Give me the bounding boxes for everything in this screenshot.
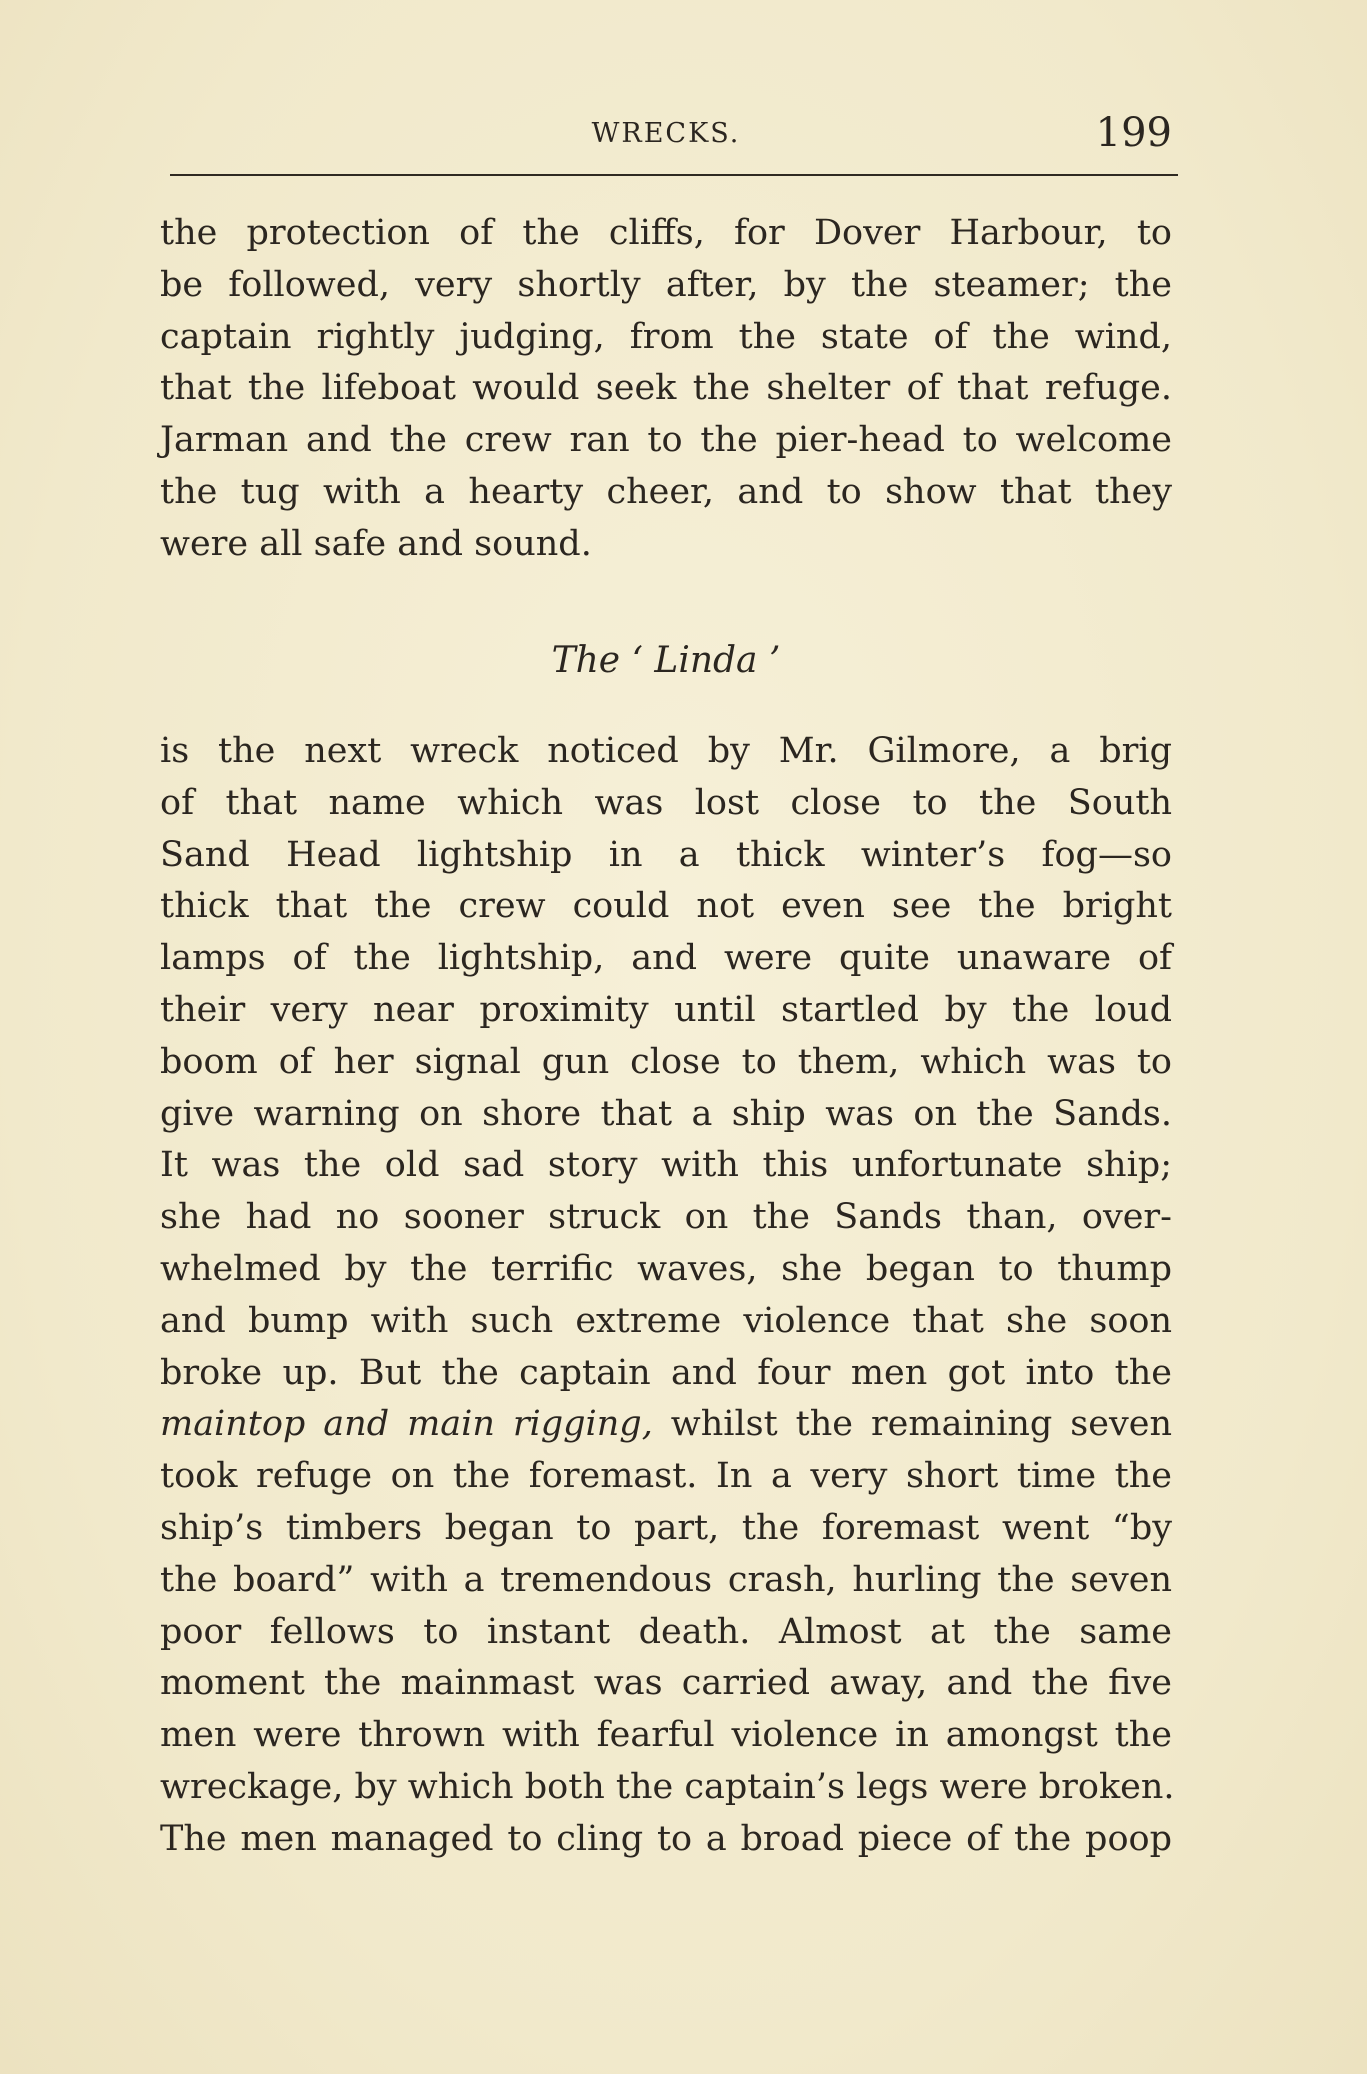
text-line: moment the mainmast was carried away, and the five	[160, 1663, 1172, 1704]
text-line: were all safe and sound.	[160, 523, 592, 564]
text-line: the protection of the cliffs, for Dover Harbour, to	[160, 213, 1172, 253]
text-line: she had no sooner struck on the Sands than, over-	[160, 1197, 1172, 1238]
text-line-with-italic	[160, 1399, 1172, 1451]
text-line: the board” with a tremendous crash, hurling the seven	[160, 1559, 1172, 1600]
italic-phrase: maintop and main rigging,	[160, 1404, 653, 1445]
text-line: thick that the crew could not even see the bright	[160, 886, 1172, 927]
text-line: lamps of the lightship, and were quite unaware of	[160, 938, 1172, 979]
text-line: It was the old sad story with this unfortunate ship;	[160, 1145, 1172, 1186]
text-line: took refuge on the foremast. In a very short time the	[160, 1456, 1172, 1497]
paragraph-1	[160, 208, 1172, 571]
text-line: the tug with a hearty cheer, and to show that they	[160, 471, 1172, 512]
text-line: is the next wreck noticed by Mr. Gilmore, a brig	[160, 731, 1172, 771]
text-line: captain rightly judging, from the state of the wind,	[160, 316, 1172, 357]
section-heading: The ‘ Linda ’	[551, 640, 781, 681]
running-head: WRECKS.	[591, 118, 741, 149]
header-rule	[170, 174, 1178, 176]
text-line: Sand Head lightship in a thick winter’s fog—so	[160, 834, 1172, 875]
text-line: The men managed to cling to a broad piece of the poop	[160, 1818, 1172, 1859]
page-header	[160, 110, 1172, 166]
text-line: ship’s timbers began to part, the foremast went “by	[160, 1507, 1172, 1548]
text-line-remainder: whilst the remaining seven	[670, 1404, 1172, 1445]
page-number: 199	[1095, 110, 1172, 156]
text-line: their very near proximity until startled by the loud	[160, 989, 1172, 1030]
text-line: wreckage, by which both the captain’s legs were broken.	[160, 1766, 1175, 1807]
text-line: that the lifeboat would seek the shelter of that refuge.	[160, 368, 1172, 409]
text-line: and bump with such extreme violence that she soon	[160, 1300, 1172, 1341]
text-line: poor fellows to instant death. Almost at the same	[160, 1611, 1172, 1652]
text-line: broke up. But the captain and four men got into the	[160, 1352, 1172, 1393]
text-line: give warning on shore that a ship was on the Sands.	[160, 1093, 1172, 1134]
text-line: men were thrown with fearful violence in amongst the	[160, 1715, 1172, 1756]
text-line: whelmed by the terrific waves, she began to thump	[160, 1248, 1172, 1289]
text-line: of that name which was lost close to the South	[160, 782, 1172, 823]
text-line: Jarman and the crew ran to the pier-head to welcome	[160, 420, 1172, 461]
text-line: boom of her signal gun close to them, which was to	[160, 1041, 1172, 1082]
paragraph-2	[160, 726, 1175, 1866]
text-line: be followed, very shortly after, by the steamer; the	[160, 264, 1172, 305]
